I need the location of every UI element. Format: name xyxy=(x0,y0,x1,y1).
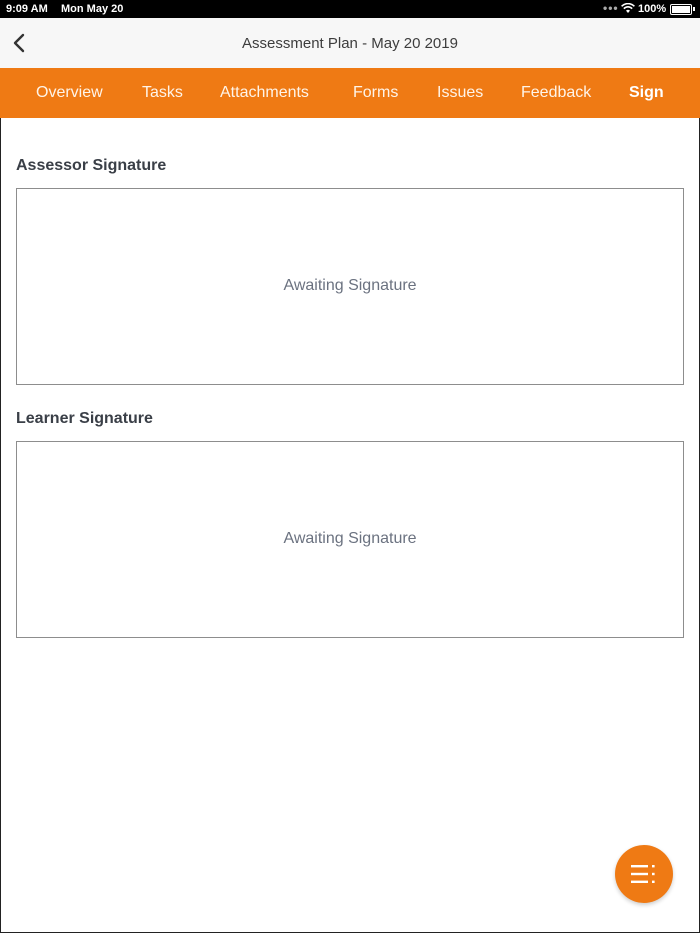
battery-tip xyxy=(693,7,695,11)
page-title: Assessment Plan - May 20 2019 xyxy=(242,35,458,52)
wifi-icon xyxy=(621,3,635,17)
menu-list-icon xyxy=(631,862,657,886)
tab-bar xyxy=(0,68,700,118)
battery-icon xyxy=(670,4,692,15)
menu-fab-button[interactable] xyxy=(615,845,673,903)
signal-dots-icon: ••• xyxy=(603,1,619,15)
assessor-signature-placeholder: Awaiting Signature xyxy=(283,277,417,294)
tab-issues[interactable]: Issues xyxy=(437,84,484,101)
learner-signature-placeholder: Awaiting Signature xyxy=(283,530,417,547)
learner-signature-box[interactable] xyxy=(16,441,684,638)
tab-tasks[interactable]: Tasks xyxy=(142,84,183,101)
tab-sign[interactable]: Sign xyxy=(629,84,664,101)
tab-forms[interactable]: Forms xyxy=(353,84,399,101)
navigation-bar xyxy=(0,18,700,69)
tab-attachments[interactable]: Attachments xyxy=(220,84,309,101)
assessor-signature-heading: Assessor Signature xyxy=(16,157,167,174)
status-date: Mon May 20 xyxy=(61,3,124,15)
tab-feedback[interactable]: Feedback xyxy=(521,84,592,101)
learner-signature-heading: Learner Signature xyxy=(16,410,153,427)
status-time: 9:09 AM xyxy=(6,3,48,15)
status-bar xyxy=(0,0,700,18)
battery-percentage: 100% xyxy=(638,3,667,15)
tab-overview[interactable]: Overview xyxy=(36,84,103,101)
assessor-signature-box[interactable] xyxy=(16,188,684,385)
